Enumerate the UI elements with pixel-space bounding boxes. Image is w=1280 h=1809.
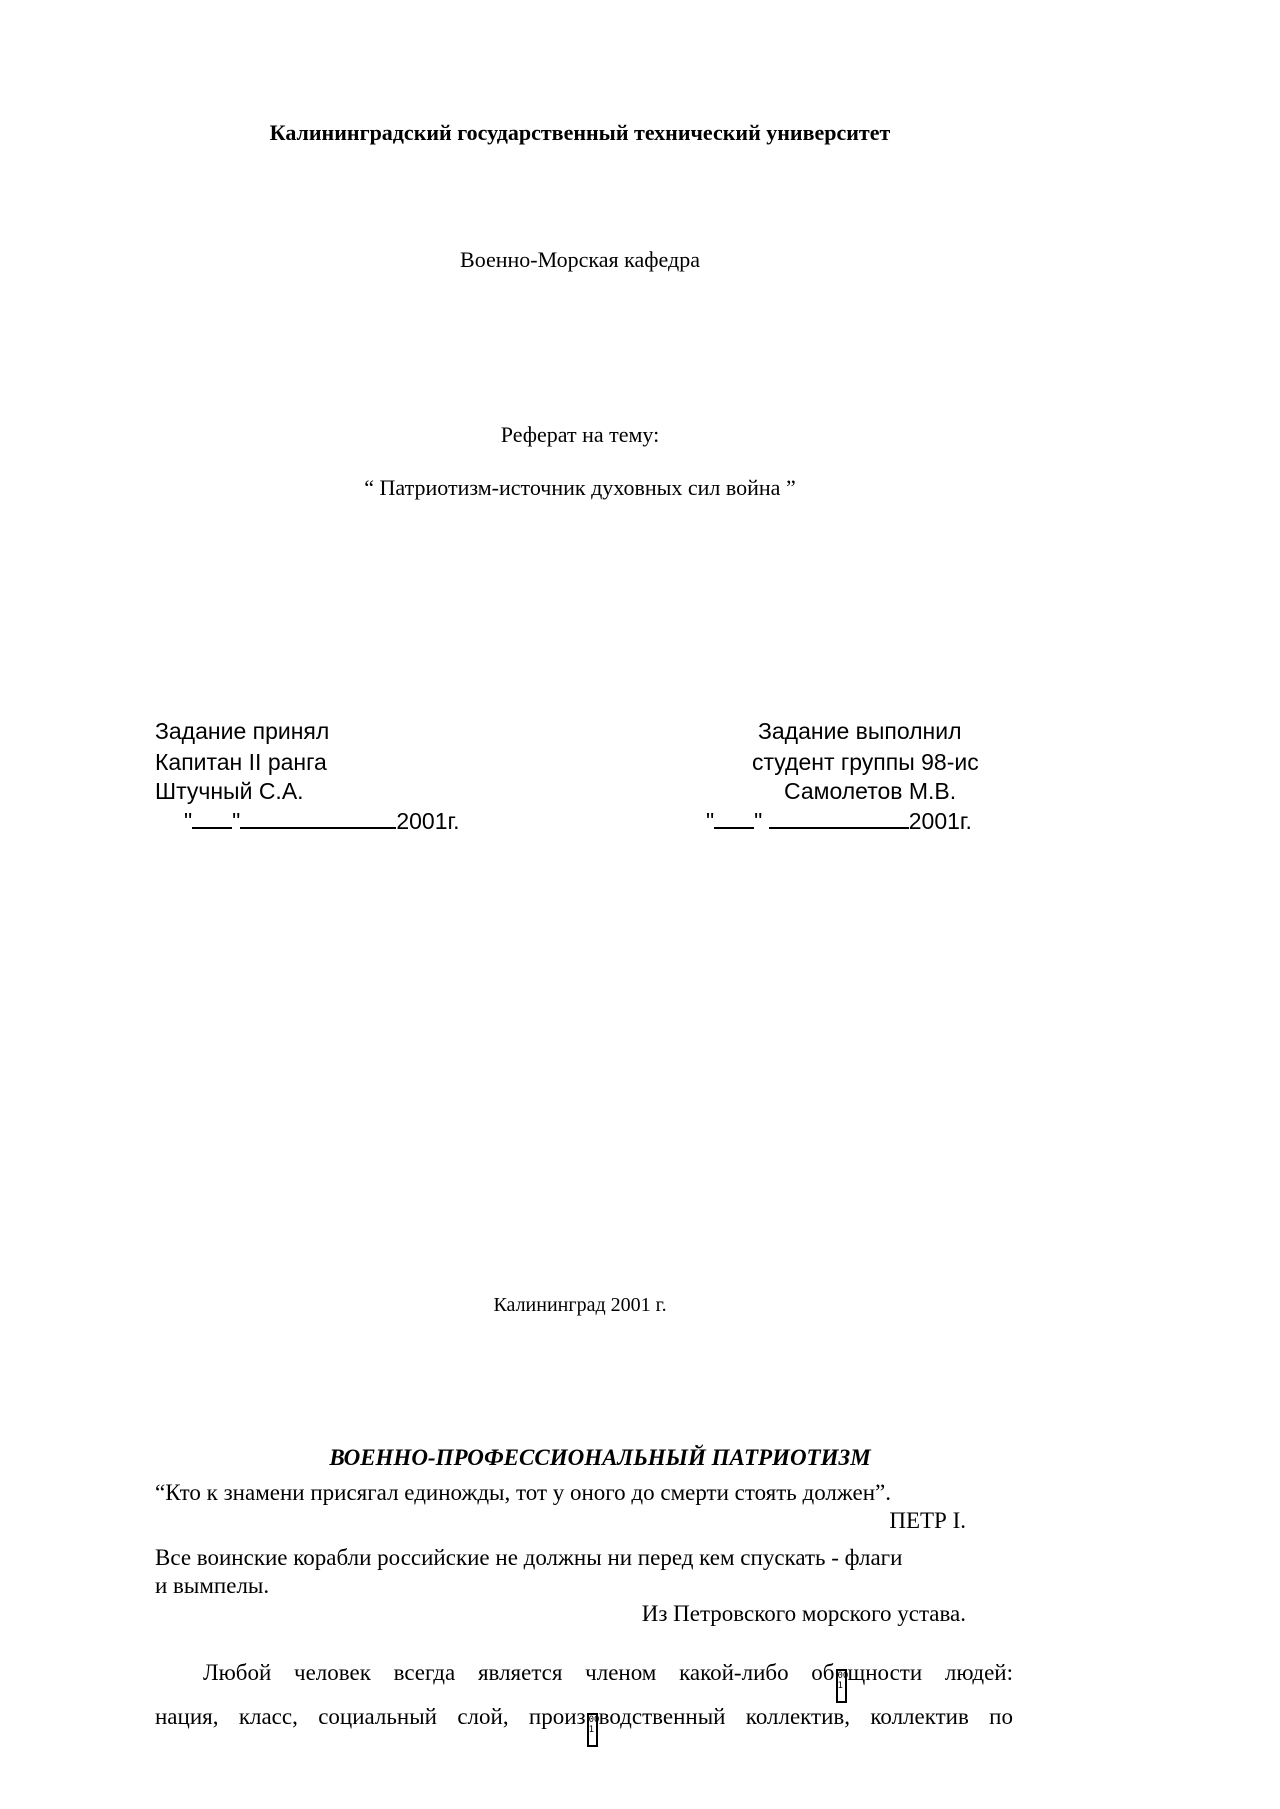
month-blank-line <box>240 809 396 829</box>
epigraph-2-line-2: и вымпелы. <box>155 1573 270 1598</box>
glyph-code-top: 00 <box>588 1715 600 1725</box>
topic-title: “ Патриотизм-источник духовных сил война ” <box>364 475 796 500</box>
day-blank-line <box>192 809 232 829</box>
epigraph-2-source: Из Петровского морского устава. <box>641 1601 966 1626</box>
epigraph-1-author: ПЕТР I. <box>889 1508 966 1533</box>
date-year: 2001г. <box>396 808 460 834</box>
department-name: Военно-Морская кафедра <box>460 247 700 272</box>
paragraph-line-1-start: Любой человек всегда является членом какой-либо об <box>203 1660 835 1685</box>
left-signature-date <box>184 808 459 835</box>
city-year: Калининград 2001 г. <box>493 1294 667 1316</box>
epigraph-2-line-1: Все воинские корабли российские не должны ни перед кем спускать - флаги <box>155 1545 903 1570</box>
topic-label: Реферат на тему: <box>500 422 660 447</box>
day-blank-line <box>714 809 754 829</box>
paragraph-line-1 <box>155 1659 1013 1703</box>
left-signature-rank: Капитан II ранга <box>155 749 327 775</box>
date-quote-close: " <box>232 808 241 834</box>
body-paragraph <box>155 1659 1013 1747</box>
section-title: ВОЕННО-ПРОФЕССИОНАЛЬНЫЙ ПАТРИОТИЗМ <box>329 1445 871 1470</box>
epigraph-2 <box>155 1544 1013 1628</box>
paragraph-line-2 <box>155 1703 1013 1747</box>
date-quote-open: " <box>184 808 193 834</box>
date-year: 2001г. <box>908 808 972 834</box>
glyph-code-top: 00 <box>837 1671 849 1681</box>
missing-glyph-icon <box>587 1713 598 1747</box>
right-signature-name: Самолетов М.В. <box>784 778 957 804</box>
right-signature-group: студент группы 98-ис <box>752 749 979 775</box>
glyph-code-bottom: 1 <box>588 1725 595 1735</box>
paragraph-line-1-end: щности людей: <box>847 1660 1013 1685</box>
glyph-code-bottom: 1 <box>837 1681 843 1691</box>
epigraph-1-text: “Кто к знамени присягал единожды, тот у оного до смерти стоять должен”. <box>155 1480 891 1505</box>
epigraph-1 <box>155 1479 1013 1535</box>
left-signature-role: Задание принял <box>155 718 330 744</box>
month-blank-line <box>769 809 909 829</box>
missing-glyph-icon <box>836 1669 847 1703</box>
right-signature-role: Задание выполнил <box>758 718 962 744</box>
date-quote-open: " <box>706 808 715 834</box>
paragraph-line-2-start: нация, класс, социальный слой, произ <box>155 1704 586 1729</box>
right-signature-date <box>706 808 972 835</box>
date-quote-close: " <box>754 808 769 834</box>
left-signature-name: Штучный С.А. <box>155 778 304 804</box>
university-name: Калининградский государственный технический университет <box>269 120 891 145</box>
paragraph-line-2-end: водственный коллектив, коллектив по <box>598 1704 1013 1729</box>
